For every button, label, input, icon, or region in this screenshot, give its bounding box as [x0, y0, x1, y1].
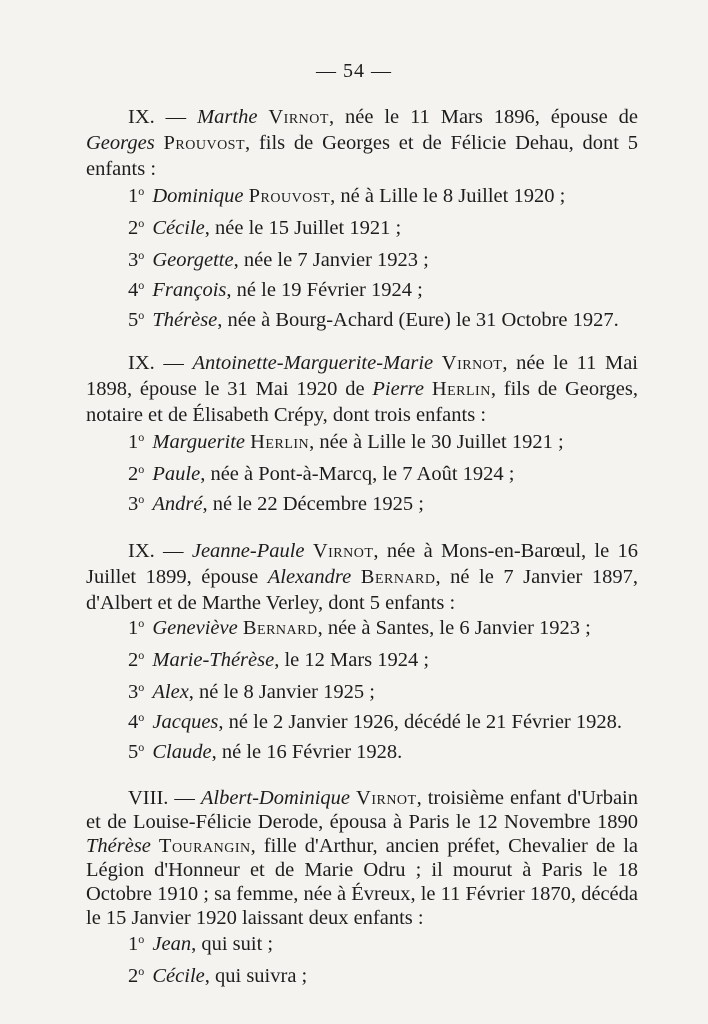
child-name: Jean: [152, 933, 192, 955]
spouse-surname: Tourangin: [158, 835, 251, 857]
spouse-surname: Bernard: [360, 566, 436, 588]
spouse-given-name: Pierre: [372, 378, 424, 400]
child-number: 3: [128, 681, 139, 703]
child-text: , né le 19 Février 1924 ;: [226, 279, 423, 301]
child-number: 4: [128, 279, 139, 301]
child-name: André: [152, 493, 203, 515]
ordinal: o: [138, 964, 145, 978]
child-name: Paule: [152, 463, 201, 485]
ordinal: o: [138, 680, 145, 694]
ordinal: o: [138, 216, 145, 230]
child-item: [128, 926, 273, 957]
child-surname: Prouvost: [248, 185, 331, 207]
given-name: Albert-Dominique: [200, 787, 351, 809]
child-text: , né le 22 Décembre 1925 ;: [202, 493, 424, 515]
ordinal: o: [138, 932, 145, 946]
ordinal: o: [138, 740, 145, 754]
child-number: 5: [128, 741, 139, 763]
ordinal: o: [138, 616, 145, 630]
child-item: [128, 242, 429, 273]
child-item: [128, 178, 565, 209]
child-item: [128, 302, 619, 333]
spouse-surname: Herlin: [431, 378, 491, 400]
child-item: [128, 610, 591, 641]
child-item: [128, 456, 514, 487]
child-text: , né à Lille le 8 Juillet 1920 ;: [330, 185, 566, 207]
ordinal: o: [138, 248, 145, 262]
child-name: Jacques: [152, 711, 219, 733]
child-item: [128, 272, 423, 303]
ordinal: o: [138, 430, 145, 444]
child-name: Cécile: [152, 217, 205, 239]
page-number: — 54 —: [316, 60, 392, 82]
child-item: [128, 642, 429, 673]
entry-text: , née le 11 Mai 1898, épouse le 31 Mai 1920 de: [86, 352, 638, 400]
entry-text: , fils de Georges et de Félicie Dehau, dont 5 enfants :: [86, 132, 639, 180]
surname: Virnot: [356, 787, 417, 809]
child-name: Thérèse: [152, 309, 218, 331]
child-name: Geneviève: [152, 617, 238, 639]
child-item: [128, 486, 424, 517]
ordinal: o: [138, 308, 145, 322]
generation-number: VIII. —: [128, 787, 201, 809]
child-text: , née à Santes, le 6 Janvier 1923 ;: [317, 617, 591, 639]
child-item: [128, 734, 402, 765]
child-text: , née à Lille le 30 Juillet 1921 ;: [309, 431, 564, 453]
entry-text: , troisième enfant d'Urbain et de Louise-Félicie Derode, épousa à Paris le 12 Novembre 1890: [86, 787, 639, 833]
child-name: Marguerite: [152, 431, 245, 453]
generation-number: IX. —: [128, 106, 198, 128]
entry-paragraph: [86, 786, 638, 930]
child-text: , né le 8 Janvier 1925 ;: [188, 681, 375, 703]
ordinal: o: [138, 278, 145, 292]
surname: Virnot: [268, 106, 329, 128]
child-name: Georgette: [152, 249, 234, 271]
given-name: Marthe: [197, 106, 258, 128]
entry-text: , né le 7 Janvier 1897, d'Albert et de Marthe Verley, dont 5 enfants :: [86, 566, 638, 614]
child-number: 2: [128, 649, 139, 671]
child-number: 2: [128, 217, 139, 239]
entry-text: , née à Mons-en-Barœul, le 16 Juillet 1899, épouse: [86, 540, 639, 588]
child-name: Dominique: [152, 185, 244, 207]
child-item: [128, 424, 564, 455]
child-item: [128, 958, 307, 989]
child-name: Alex: [152, 681, 189, 703]
child-number: 1: [128, 617, 139, 639]
child-text: , née le 7 Janvier 1923 ;: [233, 249, 429, 271]
generation-number: IX. —: [128, 352, 193, 374]
child-item: [128, 210, 401, 241]
entry-text: , fille d'Arthur, ancien préfet, Chevalier de la Légion d'Honneur et de Marie Odru ; il mourut à Paris le 18 Octobre 1910 ; sa femme, née à Évreux, le 11 Février 1870, décéda le 15 Janvier 1920 laissant deux enfants :: [86, 835, 638, 929]
spouse-surname: Prouvost: [163, 132, 246, 154]
child-text: , née à Bourg-Achard (Eure) le 31 Octobre 1927.: [217, 309, 619, 331]
child-item: [128, 674, 375, 705]
child-text: , née le 15 Juillet 1921 ;: [204, 217, 402, 239]
ordinal: o: [138, 710, 145, 724]
child-number: 5: [128, 309, 139, 331]
surname: Virnot: [312, 540, 374, 562]
child-name: Cécile: [152, 965, 205, 987]
generation-number: IX. —: [128, 540, 192, 562]
ordinal: o: [138, 648, 145, 662]
spouse-given-name: Thérèse: [86, 835, 151, 857]
ordinal: o: [138, 184, 145, 198]
child-number: 1: [128, 185, 139, 207]
child-text: , qui suivra ;: [204, 965, 308, 987]
given-name: Jeanne-Paule: [191, 540, 305, 562]
child-item: [128, 704, 622, 735]
entry-text: , fils de Georges, notaire et de Élisabeth Crépy, dont trois enfants :: [86, 378, 638, 426]
child-number: 2: [128, 965, 139, 987]
entry-text: , née le 11 Mars 1896, épouse de: [328, 106, 638, 128]
child-number: 4: [128, 711, 139, 733]
child-number: 3: [128, 249, 139, 271]
child-name: Claude: [152, 741, 212, 763]
spouse-given-name: Alexandre: [267, 566, 352, 588]
ordinal: o: [138, 462, 145, 476]
child-surname: Bernard: [242, 617, 318, 639]
given-name: Antoinette-Marguerite-Marie: [192, 352, 434, 374]
spouse-given-name: Georges: [86, 132, 155, 154]
child-number: 1: [128, 933, 139, 955]
entry-paragraph: [86, 350, 638, 428]
surname: Virnot: [441, 352, 503, 374]
child-name: François: [152, 279, 227, 301]
child-text: , le 12 Mars 1924 ;: [274, 649, 430, 671]
child-surname: Herlin: [250, 431, 310, 453]
entry-paragraph: [86, 538, 638, 616]
child-name: Marie-Thérèse: [152, 649, 275, 671]
child-text: , né le 2 Janvier 1926, décédé le 21 Février 1928.: [218, 711, 623, 733]
child-text: , née à Pont-à-Marcq, le 7 Août 1924 ;: [200, 463, 515, 485]
child-text: , qui suit ;: [191, 933, 274, 955]
entry-paragraph: [86, 104, 638, 182]
ordinal: o: [138, 492, 145, 506]
child-number: 2: [128, 463, 139, 485]
child-number: 1: [128, 431, 139, 453]
child-number: 3: [128, 493, 139, 515]
child-text: , né le 16 Février 1928.: [211, 741, 403, 763]
